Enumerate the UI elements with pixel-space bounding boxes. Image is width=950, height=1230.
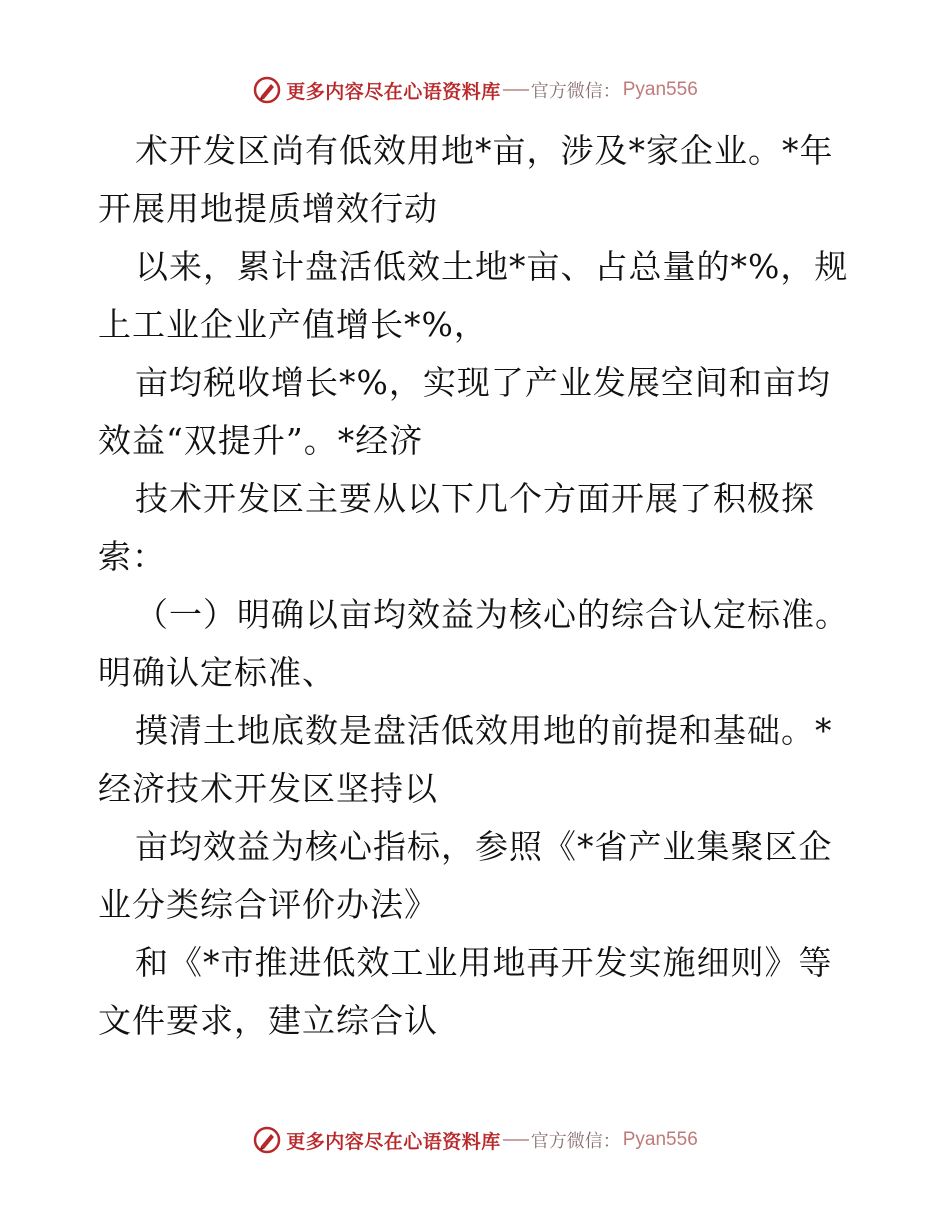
watermark-label: 官方微信：: [530, 1131, 621, 1152]
watermark-id: Pyan556: [622, 1129, 698, 1150]
watermark-id: Pyan556: [622, 79, 698, 100]
header-watermark: [0, 70, 950, 110]
paragraph-3: 亩均税收增长*%，实现了产业发展空间和亩均效益“双提升”。*经济: [98, 363, 831, 460]
watermark-text: 更多内容尽在心语资料库: [286, 1130, 501, 1153]
paragraph-4: 技术开发区主要从以下几个方面开展了积极探索：: [98, 479, 815, 576]
paragraph-2: 以来，累计盘活低效土地*亩、占总量的*%，规上工业企业产值增长*%，: [98, 247, 849, 344]
footer-watermark: [0, 1120, 950, 1160]
pen-logo-icon: [252, 1125, 282, 1155]
pen-logo-icon: [252, 75, 282, 105]
watermark-dash: [503, 89, 529, 91]
watermark-text: 更多内容尽在心语资料库: [286, 80, 501, 103]
paragraph-1: 术开发区尚有低效用地*亩，涉及*家企业。*年开展用地提质增效行动: [98, 131, 834, 228]
document-body: [98, 122, 858, 1050]
paragraph-5: （一）明确以亩均效益为核心的综合认定标准。明确认定标准、: [98, 595, 849, 692]
watermark-label: 官方微信：: [530, 81, 621, 102]
watermark-dash: [503, 1139, 529, 1141]
paragraph-7: 亩均效益为核心指标，参照《*省产业集聚区企业分类综合评价办法》: [98, 827, 833, 924]
paragraph-8: 和《*市推进低效工业用地再开发实施细则》等文件要求，建立综合认: [98, 943, 833, 1040]
paragraph-6: 摸清土地底数是盘活低效用地的前提和基础。*经济技术开发区坚持以: [98, 711, 833, 808]
